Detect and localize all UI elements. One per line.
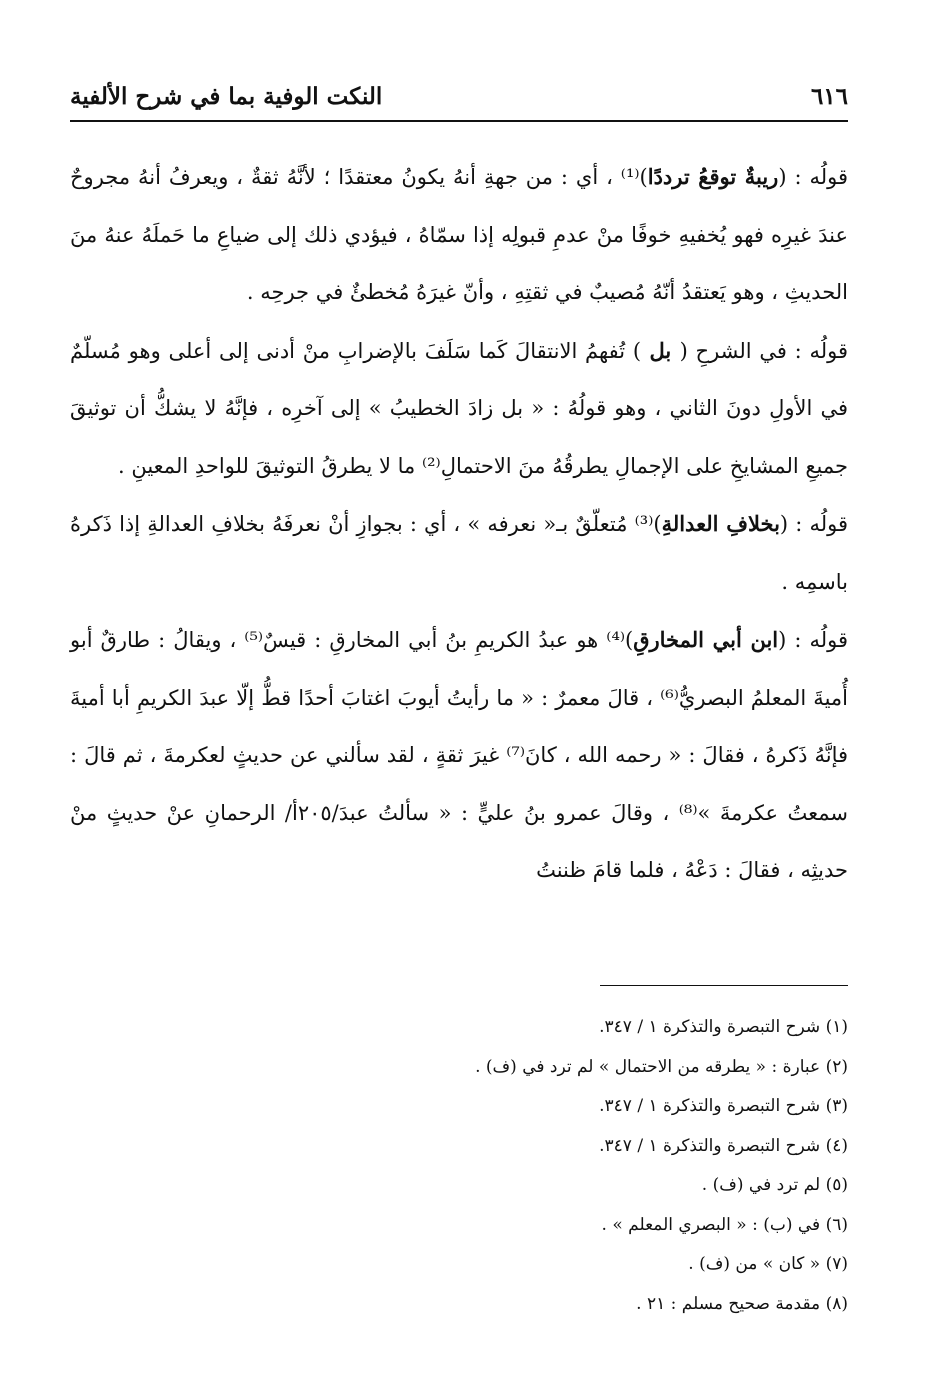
paragraph-1 xyxy=(70,148,848,322)
footnotes xyxy=(70,1008,848,1324)
paragraph-body: )⁽¹⁾ ، أي : من جهةِ أنهُ يكونُ معتقدًا ؛ لأنَّهُ ثقةٌ ، ويعرفُ أنهُ مجروحٌ عندَ غيرِه فهو يُخفيهِ خوفًا منْ عدمِ قبولِه إذا سمّاهُ ، فيؤدي ذلك إلى ضياعِ ما حَملَهُ عنهُ منَ الحديثِ ، وهو يَعتقدُ أنّهُ مُصيبٌ في ثقتِهِ ، وأنّ غيرَهُ مُخطئٌ في جرحِه . xyxy=(70,165,848,304)
paragraph-lead: قولُه : ( xyxy=(778,165,848,189)
quoted-phrase: بل xyxy=(641,337,680,363)
footnote-8: (٨) مقدمة صحيح مسلم : ٢١ . xyxy=(636,1293,848,1314)
paragraph-body: )⁽⁴⁾ هو عبدُ الكريمِ بنُ أبي المخارقِ : قيسٌ⁽⁵⁾ ، ويقالُ : طارقٌ أبو أُميةَ المعلمُ البصريُّ⁽⁶⁾ ، قالَ معمرٌ : « ما رأيتُ أيوبَ اغتابَ أحدًا قطُّ إلّا عبدَ الكريمِ أبا أميةَ فإنَّهُ ذَكرهُ ، فقالَ : « رحمه الله ، كانَ⁽⁷⁾ غيرَ ثقةٍ ، لقد سألني عن حديثٍ لعكرمةَ ، ثم قالَ : سمعتُ عكرمةَ »⁽⁸⁾ ، وقالَ عمرو بنُ عليٍّ : « سألتُ عبدَ/٢٠٥أ/ الرحمانِ عنْ حديثٍ منْ حديثِه ، فقالَ : دَعْهُ ، فلما قامَ ظننتُ xyxy=(70,628,849,882)
footnote-2: (٢) عبارة : « يطرقه من الاحتمال » لم ترد في (ف) . xyxy=(475,1056,848,1077)
footnote-6: (٦) في (ب) : « البصري المعلم » . xyxy=(601,1214,848,1235)
main-text xyxy=(70,148,848,900)
quoted-phrase: ابن أبي المخارقِ xyxy=(633,627,779,652)
paragraph-lead: قولُه : ( xyxy=(779,512,849,536)
footnote-separator xyxy=(600,985,848,986)
footnote-4: (٤) شرح التبصرة والتذكرة ١ / ٣٤٧. xyxy=(599,1135,848,1156)
footnote-5: (٥) لم ترد في (ف) . xyxy=(701,1175,848,1195)
paragraph-body: )⁽³⁾ مُتعلّقٌ بـ« نعرفه » ، أي : بجوازِ أنْ نعرفَهُ بخلافِ العدالةِ إذا ذَكرهُ باسمِه . xyxy=(70,512,848,594)
quoted-phrase: ريبةٌ توقعُ ترددًا xyxy=(647,164,779,189)
footnote-7: (٧) « كان » من (ف) . xyxy=(688,1254,848,1274)
paragraph-4 xyxy=(70,611,848,900)
paragraph-3 xyxy=(70,495,848,611)
running-header xyxy=(70,70,848,110)
paragraph-2 xyxy=(70,322,848,496)
page-number: ٦١٦ xyxy=(810,83,848,110)
paragraph-lead: قولُه : في الشرحِ ( xyxy=(679,338,848,363)
footnote-3: (٣) شرح التبصرة والتذكرة ١ / ٣٤٧. xyxy=(599,1096,848,1116)
running-title: النكت الوفية بما في شرح الألفية xyxy=(70,83,383,110)
paragraph-lead: قولُه : ( xyxy=(778,628,849,652)
header-rule xyxy=(70,120,848,122)
paragraph-body: ) تُفهمُ الانتقالَ كَما سَلَفَ بالإضرابِ منْ أدنى إلى أعلى وهو مُسلّمٌ في الأولِ دونَ الثاني ، وهو قولُهُ : « بل زادَ الخطيبُ » إلى آخرِه ، فإنَّهُ لا يشكُّ أن توثيقَ جميعِ المشايخِ على الإجمالِ يطرقُهُ منَ الاحتمالِ⁽²⁾ ما لا يطرقُ التوثيقَ للواحدِ المعينِ . xyxy=(70,338,848,478)
footnote-1: (١) شرح التبصرة والتذكرة ١ / ٣٤٧. xyxy=(599,1017,848,1037)
quoted-phrase: بخلافِ العدالةِ xyxy=(661,511,780,536)
